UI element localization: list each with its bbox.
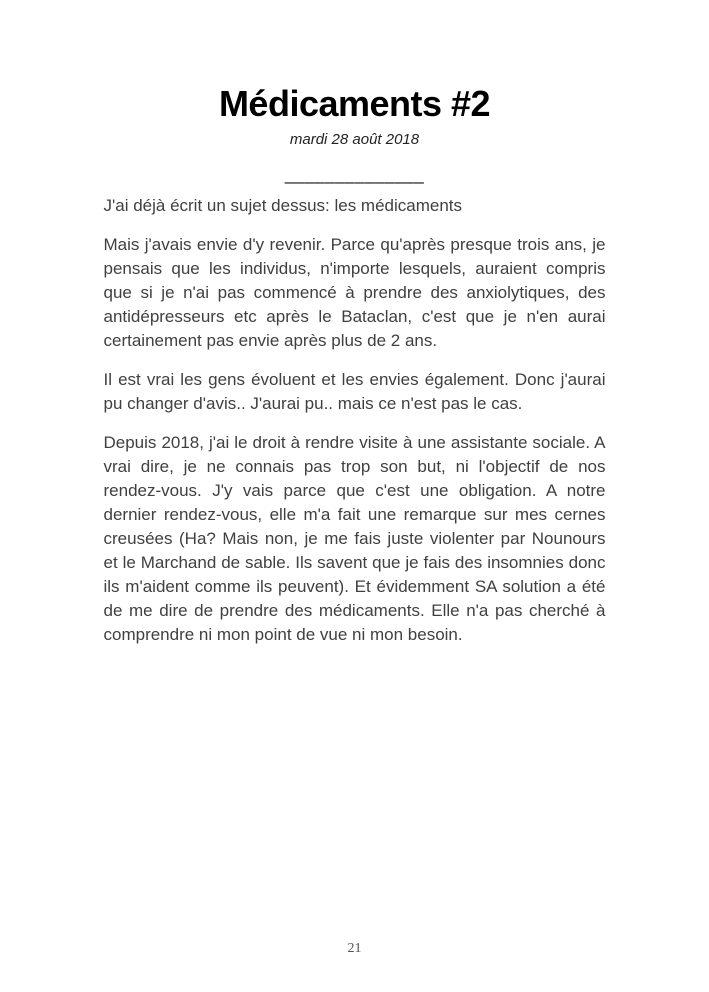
paragraph: Mais j'avais envie d'y revenir. Parce qu'après presque trois ans, je pensais que les individus, n'importe lesquels, auraient compris que si je n'ai pas commencé à prendre des anxiolytiques, des antidépresseurs etc après le Bataclan, c'est que je n'en aurai certainement pas envie après plus de 2 ans. — [103, 235, 606, 350]
document-content — [104, 0, 606, 647]
date-line: mardi 28 août 2018 — [289, 131, 420, 148]
separator-line: ______________ — [284, 165, 425, 184]
page-title: Médicaments #2 — [218, 83, 491, 124]
paragraph: Depuis 2018, j'ai le droit à rendre visite à une assistante sociale. A vrai dire, je ne connais pas trop son but, ni l'objectif de nos rendez-vous. J'y vais parce que c'est une obligation. A notre dernier rendez-vous, elle m'a fait une remarque sur mes cernes creusées (Ha? Mais non, je me fais juste violenter par Nounours et le Marchand de sable. Ils savent que je fais des insomnies donc ils m'aident comme ils peuvent). Et évidemment SA solution a été de me dire de prendre des médicaments. Elle n'a pas cherché à comprendre ni mon point de vue ni mon besoin. — [103, 433, 606, 644]
paragraph-intro: J'ai déjà écrit un sujet dessus: les médicaments — [103, 196, 463, 215]
paragraph: Il est vrai les gens évoluent et les envies également. Donc j'aurai pu changer d'avis.. J'aurai pu.. mais ce n'est pas le cas. — [103, 370, 606, 413]
article-body — [104, 194, 606, 647]
page-number: 21 — [347, 941, 362, 956]
